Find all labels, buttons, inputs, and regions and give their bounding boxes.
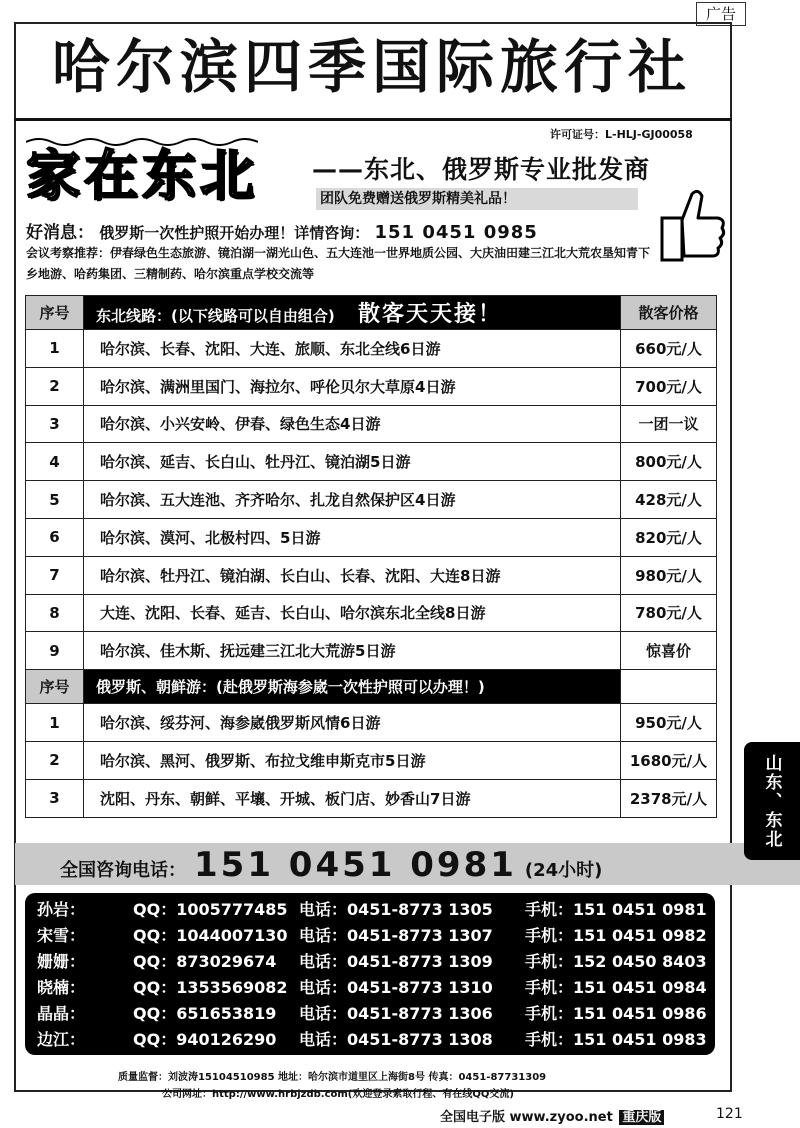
table-row xyxy=(26,330,717,368)
gift-note: 团队免费赠送俄罗斯精美礼品！ xyxy=(316,188,638,210)
ad-tag: 广告 xyxy=(696,2,746,26)
route-price: 780元/人 xyxy=(621,594,717,632)
price-header: 散客价格 xyxy=(621,296,717,330)
russia-header-row xyxy=(26,670,717,704)
table-row xyxy=(26,518,717,556)
routes-table xyxy=(25,295,717,818)
route-name: 哈尔滨、满洲里国门、海拉尔、呼伦贝尔大草原4日游 xyxy=(84,367,621,405)
row-number: 2 xyxy=(26,367,84,405)
contact-mobile: 手机：151 0451 0986 xyxy=(525,1004,707,1023)
contacts-panel xyxy=(25,893,715,1055)
contact-mobile: 手机：152 0450 8403 xyxy=(525,952,707,971)
contact-qq: QQ：1044007130 xyxy=(133,926,288,945)
table-row xyxy=(26,367,717,405)
northeast-num-header: 序号 xyxy=(26,296,84,330)
bottom-bar xyxy=(440,1106,664,1125)
northeast-header-text: 东北线路：(以下线路可以自由组合) xyxy=(96,307,335,325)
route-price: 820元/人 xyxy=(621,518,717,556)
table-row xyxy=(26,556,717,594)
contact-qq: QQ：1005777485 xyxy=(133,900,288,919)
route-name: 哈尔滨、延吉、长白山、牡丹江、镜泊湖5日游 xyxy=(84,443,621,481)
row-number: 3 xyxy=(26,405,84,443)
contact-name: 晓楠： xyxy=(37,978,86,997)
route-price: 800元/人 xyxy=(621,443,717,481)
contact-tel: 电话：0451-8773 1306 xyxy=(299,1004,493,1023)
route-name: 哈尔滨、黑河、俄罗斯、布拉戈维申斯克市5日游 xyxy=(84,741,621,779)
good-news-phone: 151 0451 0985 xyxy=(374,222,538,243)
route-price: 一团一议 xyxy=(621,405,717,443)
row-number: 8 xyxy=(26,594,84,632)
row-number: 1 xyxy=(26,704,84,742)
route-name: 哈尔滨、长春、沈阳、大连、旅顺、东北全线6日游 xyxy=(84,330,621,368)
russia-header: 俄罗斯、朝鲜游：(赴俄罗斯海参崴一次性护照可以办理！) xyxy=(84,670,621,704)
route-price: 980元/人 xyxy=(621,556,717,594)
contact-qq: QQ：940126290 xyxy=(133,1030,277,1049)
russia-price-header xyxy=(621,670,717,704)
table-row xyxy=(26,405,717,443)
agency-title: 哈尔滨四季国际旅行社 xyxy=(51,33,692,101)
contact-name: 宋雪： xyxy=(37,926,86,945)
contact-tel: 电话：0451-8773 1307 xyxy=(299,926,493,945)
subtitle: ——东北、俄罗斯专业批发商 xyxy=(312,155,651,184)
northeast-header xyxy=(84,296,621,330)
route-name: 哈尔滨、牡丹江、镜泊湖、长白山、长春、沈阳、大连8日游 xyxy=(84,556,621,594)
row-number: 4 xyxy=(26,443,84,481)
edition-site: 全国电子版 www.zyoo.net xyxy=(440,1110,613,1125)
contact-name: 孙岩： xyxy=(37,900,86,919)
table-row xyxy=(26,594,717,632)
route-price: 700元/人 xyxy=(621,367,717,405)
contact-mobile: 手机：151 0451 0984 xyxy=(525,978,707,997)
contact-mobile: 手机：151 0451 0983 xyxy=(525,1030,707,1049)
contact-qq: QQ：651653819 xyxy=(133,1004,277,1023)
contact-qq: QQ：1353569082 xyxy=(133,978,288,997)
edition-tag: 重庆版 xyxy=(619,1110,664,1125)
table-row xyxy=(26,481,717,519)
route-price: 惊喜价 xyxy=(621,632,717,670)
good-news-text: 俄罗斯一次性护照开始办理！详情咨询： xyxy=(99,224,370,242)
northeast-banner: 散客天天接！ xyxy=(357,302,502,327)
footer-website: 公司网址：http://www.hrbjzdb.com(欢迎登录索取行程、有在线QQ交流) xyxy=(162,1089,514,1100)
route-name: 哈尔滨、漠河、北极村四、5日游 xyxy=(84,518,621,556)
row-number: 5 xyxy=(26,481,84,519)
hotline-phone: 151 0451 0981 xyxy=(194,845,517,885)
route-price: 2378元/人 xyxy=(621,779,717,817)
good-news-label: 好消息： xyxy=(26,223,94,243)
contact-mobile: 手机：151 0451 0982 xyxy=(525,926,707,945)
row-number: 1 xyxy=(26,330,84,368)
route-price: 428元/人 xyxy=(621,481,717,519)
table-row xyxy=(26,779,717,817)
contact-tel: 电话：0451-8773 1309 xyxy=(299,952,493,971)
contact-tel: 电话：0451-8773 1308 xyxy=(299,1030,493,1049)
contact-qq: QQ：873029674 xyxy=(133,952,277,971)
page-number: 121 xyxy=(716,1106,743,1122)
route-price: 1680元/人 xyxy=(621,741,717,779)
route-name: 大连、沈阳、长春、延吉、长白山、哈尔滨东北全线8日游 xyxy=(84,594,621,632)
route-name: 哈尔滨、佳木斯、抚远建三江北大荒游5日游 xyxy=(84,632,621,670)
contact-tel: 电话：0451-8773 1305 xyxy=(299,900,493,919)
row-number: 6 xyxy=(26,518,84,556)
route-price: 660元/人 xyxy=(621,330,717,368)
slogan xyxy=(26,140,258,210)
route-name: 哈尔滨、绥芬河、海参崴俄罗斯风情6日游 xyxy=(84,704,621,742)
hotline-label: 全国咨询电话： xyxy=(60,860,186,881)
contact-mobile: 手机：151 0451 0981 xyxy=(525,900,707,919)
contact-name: 晶晶： xyxy=(37,1004,86,1023)
table-row xyxy=(26,632,717,670)
recommend-text: 伊春绿色生态旅游、镜泊湖一湖光山色、五大连池一世界地质公园、大庆油田建三江北大荒农垦知青下乡地游、哈药集团、三精制药、哈尔滨重点学校交流等 xyxy=(26,246,651,281)
thumbs-up-icon xyxy=(656,186,728,270)
contact-name: 边江： xyxy=(37,1030,86,1049)
route-price: 950元/人 xyxy=(621,704,717,742)
snow-cap-decoration xyxy=(26,136,258,146)
row-number: 7 xyxy=(26,556,84,594)
region-label: 山东、东北 xyxy=(761,754,782,849)
russia-num-header: 序号 xyxy=(26,670,84,704)
hotline xyxy=(60,846,602,890)
table-row xyxy=(26,443,717,481)
recommend-label: 会议考察推荐： xyxy=(26,246,111,260)
good-news xyxy=(26,218,538,243)
row-number: 9 xyxy=(26,632,84,670)
row-number: 2 xyxy=(26,741,84,779)
table-row xyxy=(26,741,717,779)
hotline-note: (24小时) xyxy=(524,860,603,881)
license-number: 许可证号：L-HLJ-GJ00058 xyxy=(550,128,693,141)
table-row xyxy=(26,704,717,742)
row-number: 3 xyxy=(26,779,84,817)
title-divider xyxy=(14,118,732,121)
meeting-recommend xyxy=(26,243,656,285)
contact-tel: 电话：0451-8773 1310 xyxy=(299,978,493,997)
slogan-text: 家在东北 xyxy=(26,143,258,207)
footer-info: 质量监督：刘波涛15104510985 地址：哈尔滨市道里区上海街8号 传真：0451-87731309 xyxy=(118,1072,547,1083)
route-name: 沈阳、丹东、朝鲜、平壤、开城、板门店、妙香山7日游 xyxy=(84,779,621,817)
northeast-header-row xyxy=(26,296,717,330)
contact-name: 姗姗： xyxy=(37,952,86,971)
region-tab xyxy=(744,742,800,860)
route-name: 哈尔滨、小兴安岭、伊春、绿色生态4日游 xyxy=(84,405,621,443)
route-name: 哈尔滨、五大连池、齐齐哈尔、扎龙自然保护区4日游 xyxy=(84,481,621,519)
